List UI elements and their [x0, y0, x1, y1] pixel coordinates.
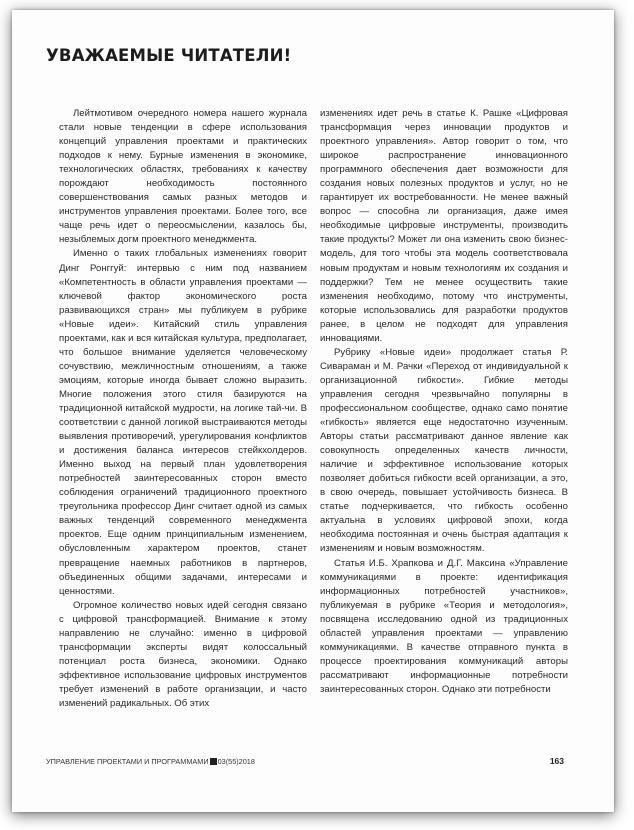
journal-name: УПРАВЛЕНИЕ ПРОЕКТАМИ И ПРОГРАММАМИ — [46, 757, 209, 766]
paragraph: Именно о таких глобальных изменениях говорит Динг Ронггуй: интервью с ним под названием «Компетентность в области управления проектами — ключевой фактор экономического роста развивающихся стран» мы публикуем в рубрике «Новые идеи». Китайский стиль управления проектами, как и вся китайская культура, предполагает, что большое внимание уделяется человеческому сочувствию, межличностным отношениям, а также эмоциям, которые иногда бывает сложно выразить. Многие положения этого стиля базируются на традиционной китайской мудрости, на логике тай-чи. В соответствии с данной логикой выстраиваются методы выявления противоречий, урегулирования конфликтов и достижения баланса интересов стейкхолдеров. Именно выход на первый план удовлетворения потребностей заинтересованных сторон вместо соблюдения ограничений традиционного проектного треугольника профессор Динг считает одной из самых важных тенденций современного менеджмента проектов. Еще одним принципиальным изменением, обусловленным характером проектов, станет превращение наемных работников в партнеров, объединенных общими задачами, интересами и ценностями. — [59, 248, 307, 597]
magazine-page — [12, 10, 614, 812]
paragraph: Огромное количество новых идей сегодня связано с цифровой трансформацией. Внимание к этому направлению не случайно: именно в цифровой трансформации эксперты видят колоссальный потенциал роста бизнеса, экономики. Однако эффективное использование цифровых инструментов требует изменений в работе организации, и часто изменений радикальных. Об этих — [59, 599, 307, 709]
right-column — [320, 107, 568, 697]
paragraph: изменениях идет речь в статье К. Рашке «Цифровая трансформация через инновации продуктов и проектного управления». Автор говорит о том, что широкое распространение инновационного программного обеспечения дает возможности для создания новых полезных продуктов и услуг, но не гарантирует их востребованности. Не менее важный вопрос — способна ли организация, даже имея необходимые цифровые инструменты, производить такие продукты? Может ли она изменить свою бизнес-модель, для того чтобы эта модель соответствовала новым продуктам и новым технологиям их создания и поддержки? Тем не менее осуществить такие изменения необходимо, потому что инструменты, которые использовались для разработки продуктов ранее, в целом не подходят для управления инновациями. — [320, 108, 568, 344]
paragraph: Лейтмотивом очередного номера нашего журнала стали новые тенденции в сфере использования концепций управления проектами и практических подходов к нему. Бурные изменения в экономике, технологических областях, требованиях к качеству порождают необходимость постоянного совершенствования самых разных методов и инструментов управления проектами. Более того, все чаще речь идет о переосмыслении, казалось бы, незыблемых догм проектного менеджмента. — [59, 108, 307, 246]
page-footer — [46, 757, 564, 766]
paragraph: Рубрику «Новые идеи» продолжает статья Р. Сивараман и М. Рачки «Переход от индивидуальной к организационной гибкости». Гибкие методы управления сегодня чрезвычайно популярны в профессиональном сообществе, однако само понятие «гибкость» является еще недостаточно изученным. Авторы статьи рассматривают данное явление как совокупность определенных качеств личности, наличие и эффективное использование которых позволяет добиться гибкости всей организации, а это, в свою очередь, повышает устойчивость бизнеса. В статье подчеркивается, что гибкость особенно актуальна в условиях цифровой эпохи, когда необходима постоянная и очень быстрая адаптация к изменениям и новым возможностям. — [320, 346, 568, 555]
page-title: УВАЖАЕМЫЕ ЧИТАТЕЛИ! — [46, 46, 292, 65]
page-number: 163 — [549, 756, 564, 766]
paragraph: Статья И.Б. Храпкова и Д.Г. Максина «Управление коммуникациями в проекте: идентификация информационных потребностей участников», публикуемая в рубрике «Теория и методология», посвящена исследованию одной из традиционных областей управления проектами — управлению коммуникациями. В качестве отправного пункта в процессе проектирования коммуникаций авторы рассматривают информационные потребности заинтересованных сторон. Однако эти потребности — [320, 557, 568, 695]
square-separator-icon — [210, 758, 217, 765]
issue-number: 03(55)2018 — [217, 757, 255, 766]
left-column — [59, 107, 307, 711]
